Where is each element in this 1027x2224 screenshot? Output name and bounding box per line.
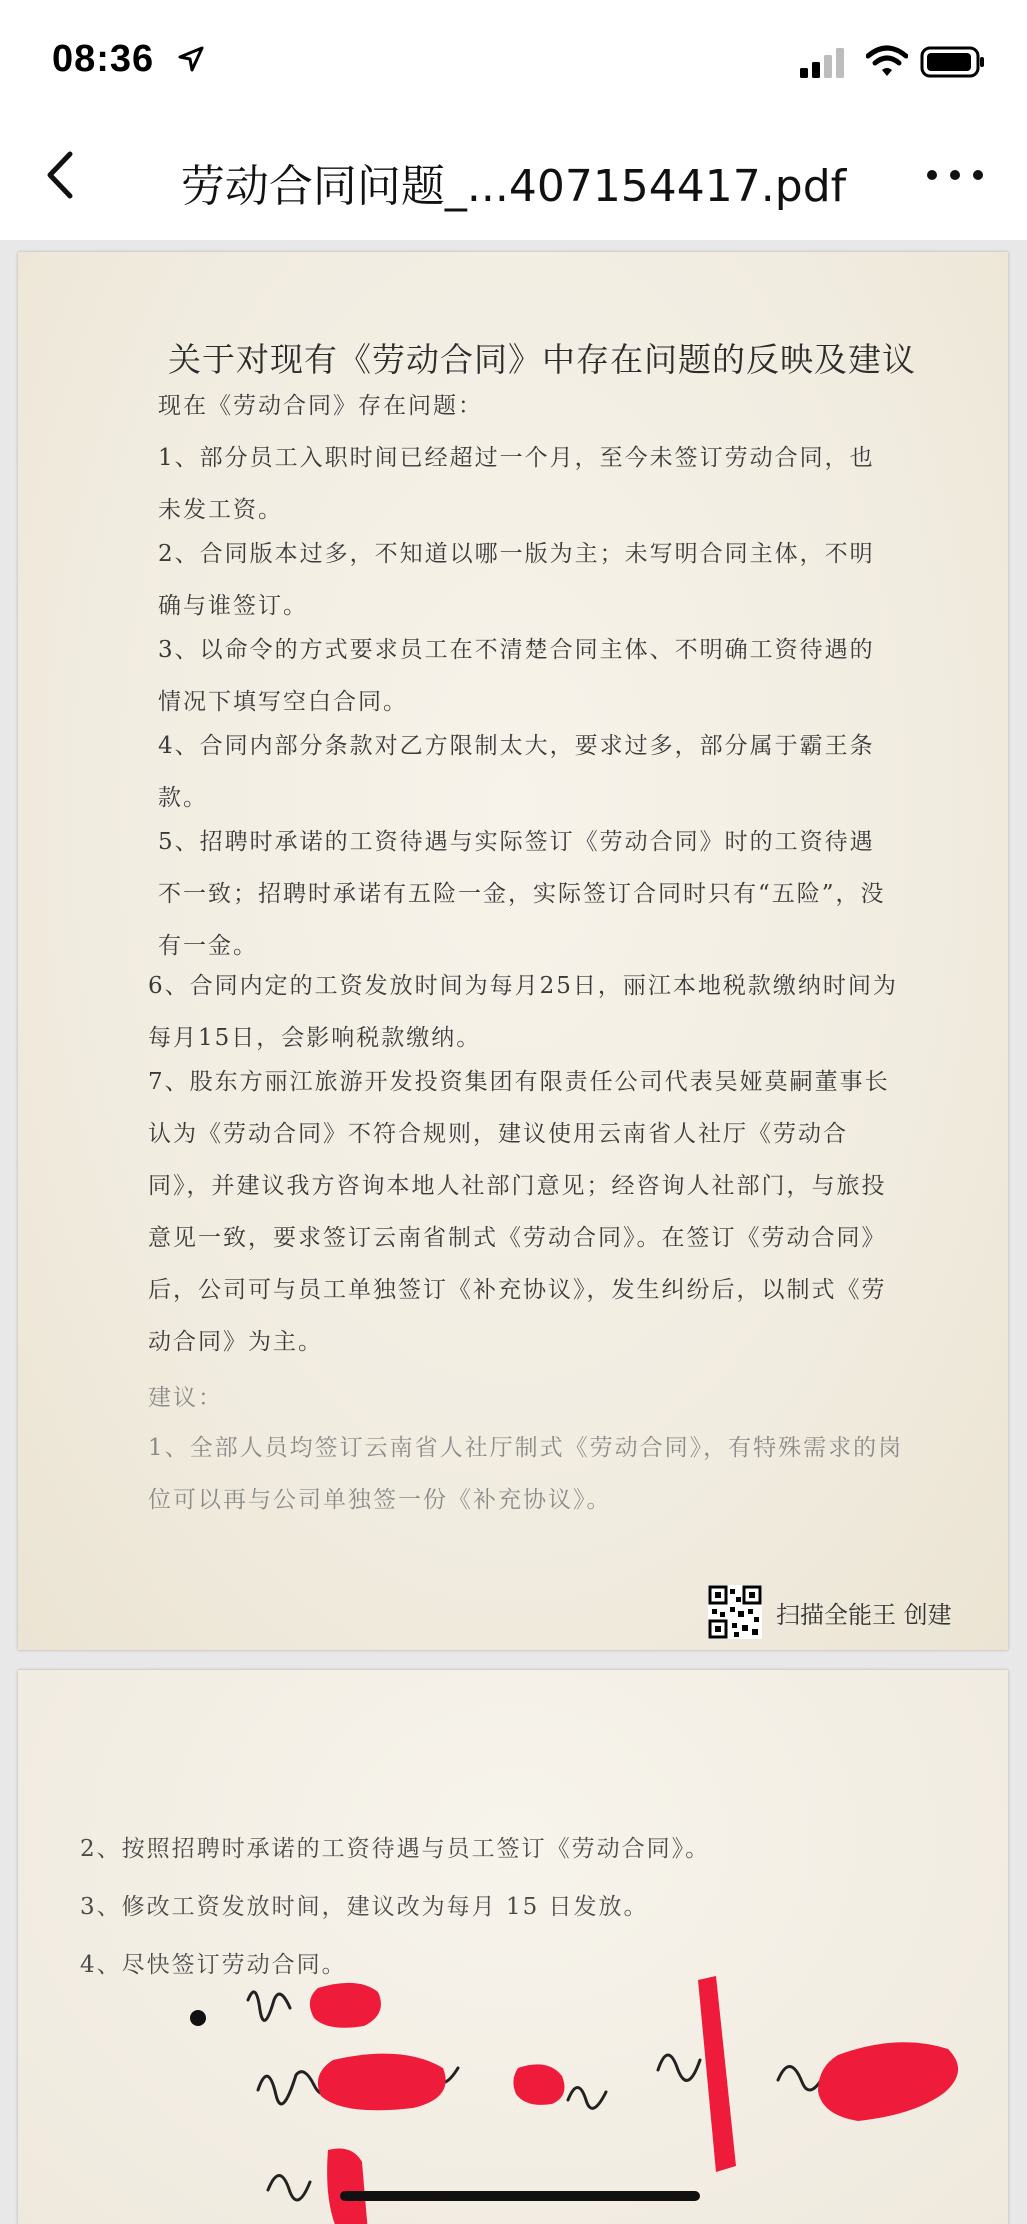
problem-item-3: 3、以命令的方式要求员工在不清楚合同主体、不明确工资待遇的情况下填写空白合同。 [158, 637, 875, 715]
problem-item-2: 2、合同版本过多，不知道以哪一版为主；未写明合同主体，不明确与谁签订。 [158, 541, 875, 619]
more-options-button[interactable] [920, 150, 990, 200]
cellular-signal-icon [800, 48, 852, 78]
pdf-page-2 [18, 1670, 1008, 2224]
problem-item-1: 1、部分员工入职时间已经超过一个月，至今未签订劳动合同，也未发工资。 [158, 445, 875, 523]
status-bar [0, 0, 1027, 110]
bullet-dot [190, 2010, 206, 2026]
pdf-viewer[interactable] [0, 240, 1027, 2224]
problems-intro: 现在《劳动合同》存在问题： [158, 393, 483, 419]
document-title: 劳动合同问题_...407154417.pdf [180, 161, 847, 212]
location-arrow-icon [178, 46, 204, 72]
camscanner-watermark [708, 1582, 952, 1642]
status-time: 08:36 [52, 38, 155, 80]
qr-code-icon [708, 1585, 762, 1639]
problem-item-5: 5、招聘时承诺的工资待遇与实际签订《劳动合同》时的工资待遇不一致；招聘时承诺有五险一金，实际签订合同时只有“五险”，没有一金。 [158, 829, 886, 959]
suggestion-item-4: 4、尽快签订劳动合同。 [80, 1952, 347, 1978]
handwritten-signatures [218, 1960, 998, 2224]
back-button[interactable] [32, 142, 92, 208]
pdf-page-1 [18, 252, 1008, 1650]
battery-icon [920, 46, 986, 78]
suggestion-item-3: 3、修改工资发放时间，建议改为每月 15 日发放。 [80, 1894, 649, 1920]
wifi-icon [866, 44, 908, 78]
suggestion-item-1: 1、全部人员均签订云南省人社厅制式《劳动合同》，有特殊需求的岗位可以再与公司单独签一份《补充协议》。 [148, 1435, 904, 1513]
problem-item-4: 4、合同内部分条款对乙方限制太大，要求过多，部分属于霸王条款。 [158, 733, 875, 811]
suggestion-item-2: 2、按照招聘时承诺的工资待遇与员工签订《劳动合同》。 [80, 1836, 711, 1862]
nav-bar [0, 110, 1027, 241]
suggestion-label: 建议： [148, 1385, 223, 1411]
problem-item-7: 7、股东方丽江旅游开发投资集团有限责任公司代表吴娅莫嗣董事长认为《劳动合同》不符合规则，建议使用云南省人社厅《劳动合同》，并建议我方咨询本地人社部门意见；经咨询人社部门，与旅投意见一致，要求签订云南省制式《劳动合同》。在签订《劳动合同》后，公司可与员工单独签订《补充协议》，发生纠纷后，以制式《劳动合同》为主。 [148, 1069, 890, 1355]
watermark-text: 扫描全能王 创建 [776, 1600, 952, 1629]
document-heading: 关于对现有《劳动合同》中存在问题的反映及建议 [168, 340, 916, 379]
problem-item-6: 6、合同内定的工资发放时间为每月25日，丽江本地税款缴纳时间为每月15日，会影响税款缴纳。 [148, 973, 898, 1051]
home-indicator[interactable] [340, 2191, 700, 2201]
